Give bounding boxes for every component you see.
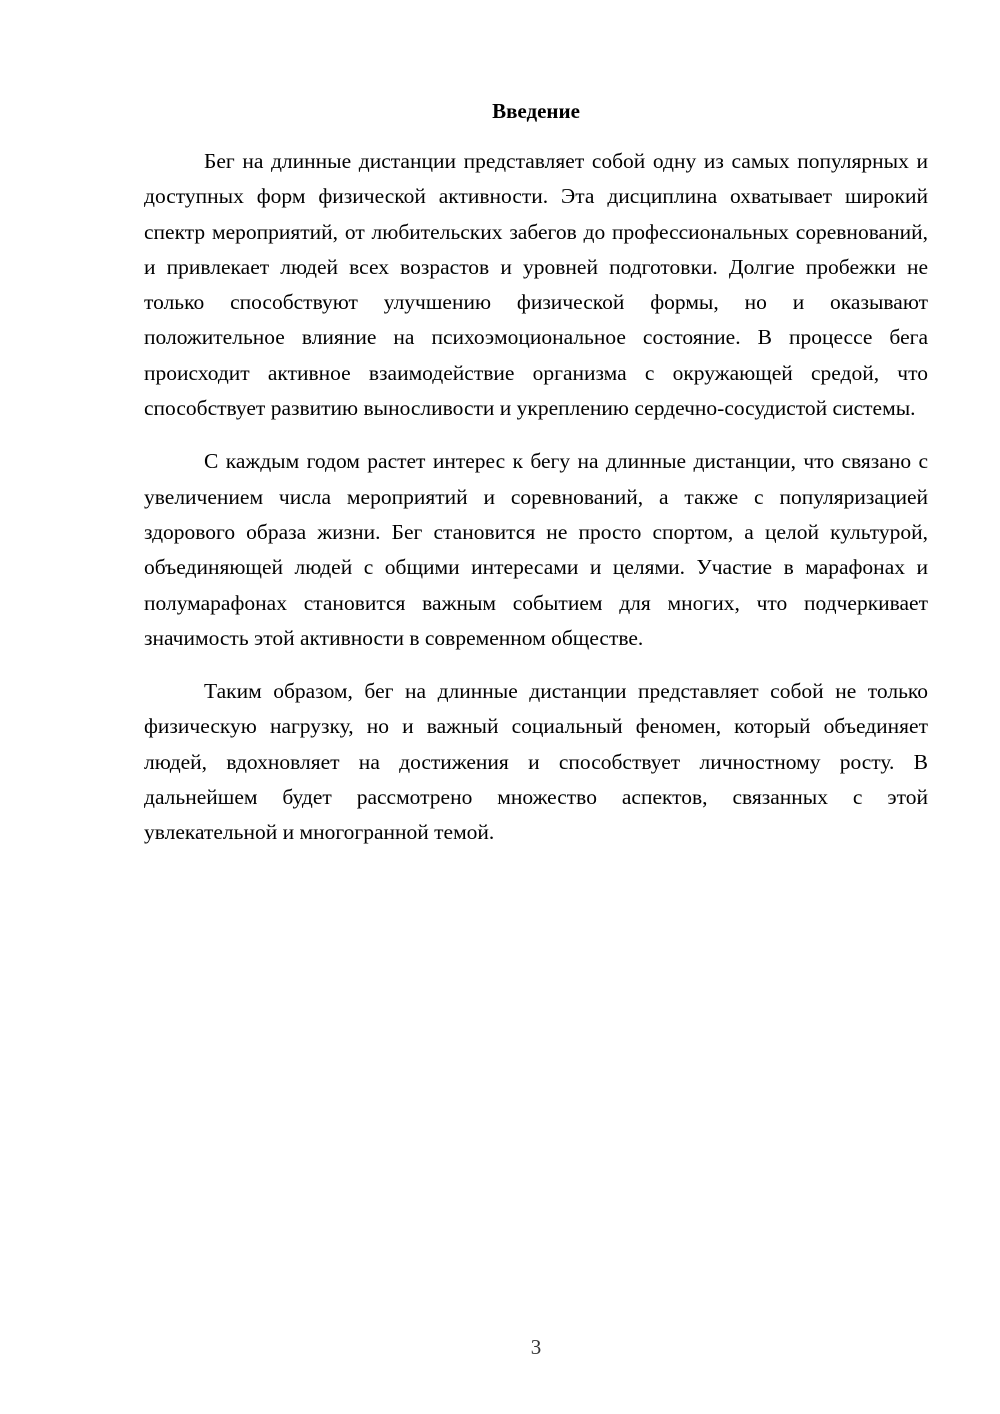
page-content <box>144 96 928 851</box>
section-title: Введение <box>492 99 580 123</box>
paragraph-3: Таким образом, бег на длинные дистанции представляет собой не только физическую нагрузку, но и важный социальный феномен, который объединяет людей, вдохновляет на достижения и способствует личностному росту. В дальнейшем будет рассмотрено множество аспектов, связанных с этой увлекательной и многогранной темой. <box>144 679 928 845</box>
page-number: 3 <box>530 1335 542 1359</box>
paragraph-1: Бег на длинные дистанции представляет собой одну из самых популярных и доступных форм физической активности. Эта дисциплина охватывает широкий спектр мероприятий, от любительских забегов до профессиональных соревнований, и привлекает людей всех возрастов и уровней подготовки. Долгие пробежки не только способствуют улучшению физической формы, но и оказывают положительное влияние на психоэмоциональное состояние. В процессе бега происходит активное взаимодействие организма с окружающей средой, что способствует развитию выносливости и укреплению сердечно-сосудистой системы. <box>144 149 928 421</box>
paragraph-2: С каждым годом растет интерес к бегу на длинные дистанции, что связано с увеличением числа мероприятий и соревнований, а также с популяризацией здорового образа жизни. Бег становится не просто спортом, а целой культурой, объединяющей людей с общими интересами и целями. Участие в марафонах и полумарафонах становится важным событием для многих, что подчеркивает значимость этой активности в современном обществе. <box>144 449 928 650</box>
